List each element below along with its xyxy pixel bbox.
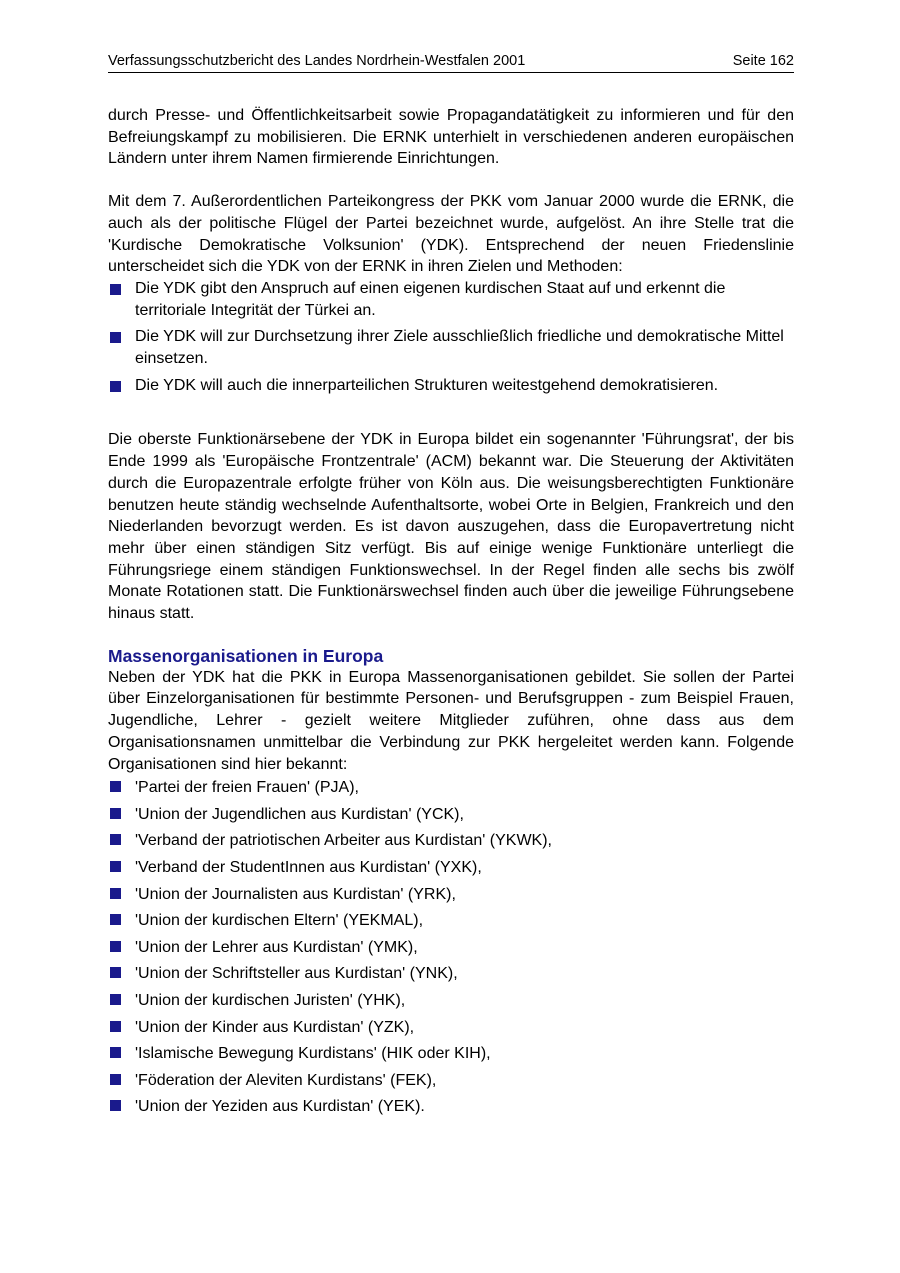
list-item-text: Die YDK gibt den Anspruch auf einen eigenen kurdischen Staat auf und erkennt die territoriale Integrität der Türkei an. — [135, 279, 726, 319]
list-item — [108, 961, 794, 988]
page-body — [108, 105, 794, 1121]
list-item — [108, 908, 794, 935]
list-item-text: 'Partei der freien Frauen' (PJA), — [135, 779, 359, 797]
square-bullet-icon — [110, 1021, 121, 1032]
square-bullet-icon — [110, 1100, 121, 1111]
list-item-text: 'Union der kurdischen Juristen' (YHK), — [135, 992, 406, 1010]
paragraph-parteikongress: Mit dem 7. Außerordentlichen Parteikongress der PKK vom Januar 2000 wurde die ERNK, die auch als der politische Flügel der Partei bezeichnet wurde, aufgelöst. An ihre Stelle trat die 'Kurdische Demokratische Volksunion' (YDK). Entsprechend der neuen Friedenslinie unterscheidet sich die YDK von der ERNK in ihren Zielen und Methoden: — [108, 193, 794, 276]
list-item — [108, 828, 794, 855]
list-item — [108, 326, 794, 369]
list-item — [108, 935, 794, 962]
paragraph-fuehrungsrat: Die oberste Funktionärsebene der YDK in Europa bildet ein sogenannter 'Führungsrat', der bis Ende 1999 als 'Europäische Frontzentrale' (ACM) bekannt war. Die Steuerung der Aktivitäten durch die Europazentrale erfolgte früher von Köln aus. Die weisungsberechtigten Funktionäre benutzen heute ständig wechselnde Aufenthaltsorte, wobei Orte in Belgien, Frankreich und den Niederlanden bevorzugt werden. Es ist davon auszugehen, dass die Europavertretung nicht mehr über einen ständigen Sitz verfügt. Bis auf einige wenige Funktionäre unterliegt die Führungsriege einem ständigen Funktionswechsel. In der Regel finden alle sechs bis zwölf Monate Rotationen statt. Die Funktionärswechsel finden auch über die jeweilige Führungsebene hinaus statt. — [108, 431, 794, 623]
paragraph-presse: durch Presse- und Öffentlichkeitsarbeit sowie Propagandatätigkeit zu informieren und für den Befreiungskampf zu mobilisieren. Die ERNK unterhielt in verschiedenen anderen europäischen Ländern unter ihrem Namen firmierende Einrichtungen. — [108, 107, 794, 168]
list-item — [108, 855, 794, 882]
list-item — [108, 1041, 794, 1068]
list-item — [108, 1015, 794, 1042]
paragraph-massenorganisationen: Neben der YDK hat die PKK in Europa Massenorganisationen gebildet. Sie sollen der Partei über Einzelorganisationen für bestimmte Personen- und Berufsgruppen - zum Beispiel Frauen, Jugendliche, Lehrer - gezielt weitere Mitglieder zuführen, ohne dass aus dem Organisationsnamen unmittelbar die Verbindung zur PKK hergeleitet werden kann. Folgende Organisationen sind hier bekannt: — [108, 668, 794, 773]
square-bullet-icon — [110, 381, 121, 392]
list-item-text: 'Union der Schriftsteller aus Kurdistan' (YNK), — [135, 965, 458, 983]
list-item-text: 'Union der Yeziden aus Kurdistan' (YEK). — [135, 1098, 425, 1116]
square-bullet-icon — [110, 941, 121, 952]
list-item-text: 'Union der Jugendlichen aus Kurdistan' (YCK), — [135, 805, 464, 823]
ydk-goals-list — [108, 278, 794, 397]
list-item-text: 'Union der kurdischen Eltern' (YEKMAL), — [135, 912, 424, 930]
square-bullet-icon — [110, 1074, 121, 1085]
square-bullet-icon — [110, 888, 121, 899]
square-bullet-icon — [110, 914, 121, 925]
document-page — [108, 52, 794, 1121]
list-item — [108, 1094, 794, 1121]
list-item — [108, 988, 794, 1015]
list-item — [108, 882, 794, 909]
square-bullet-icon — [110, 861, 121, 872]
list-item-text: 'Union der Kinder aus Kurdistan' (YZK), — [135, 1018, 415, 1036]
list-item — [108, 775, 794, 802]
list-item-text: Die YDK will auch die innerparteilichen Strukturen weitestgehend demokratisieren. — [135, 376, 719, 394]
header-title: Verfassungsschutzbericht des Landes Nordrhein-Westfalen 2001 — [108, 53, 526, 69]
square-bullet-icon — [110, 967, 121, 978]
list-item-text: Die YDK will zur Durchsetzung ihrer Ziele ausschließlich friedliche und demokratische Mittel einsetzen. — [135, 328, 784, 368]
list-item-text: 'Union der Journalisten aus Kurdistan' (YRK), — [135, 885, 456, 903]
organizations-list — [108, 775, 794, 1121]
square-bullet-icon — [110, 781, 121, 792]
list-item — [108, 375, 794, 397]
list-item — [108, 802, 794, 829]
list-item-text: 'Föderation der Aleviten Kurdistans' (FEK), — [135, 1071, 437, 1089]
list-item-text: 'Union der Lehrer aus Kurdistan' (YMK), — [135, 938, 418, 956]
square-bullet-icon — [110, 1047, 121, 1058]
square-bullet-icon — [110, 994, 121, 1005]
square-bullet-icon — [110, 284, 121, 295]
list-item-text: 'Verband der patriotischen Arbeiter aus Kurdistan' (YKWK), — [135, 832, 552, 850]
list-item-text: 'Islamische Bewegung Kurdistans' (HIK oder KIH), — [135, 1045, 491, 1063]
square-bullet-icon — [110, 834, 121, 845]
page-number: Seite 162 — [732, 53, 794, 69]
page-header — [108, 52, 794, 73]
list-item — [108, 278, 794, 321]
list-item — [108, 1068, 794, 1095]
list-item-text: 'Verband der StudentInnen aus Kurdistan' (YXK), — [135, 859, 482, 877]
square-bullet-icon — [110, 808, 121, 819]
section-heading: Massenorganisationen in Europa — [108, 645, 384, 666]
square-bullet-icon — [110, 332, 121, 343]
